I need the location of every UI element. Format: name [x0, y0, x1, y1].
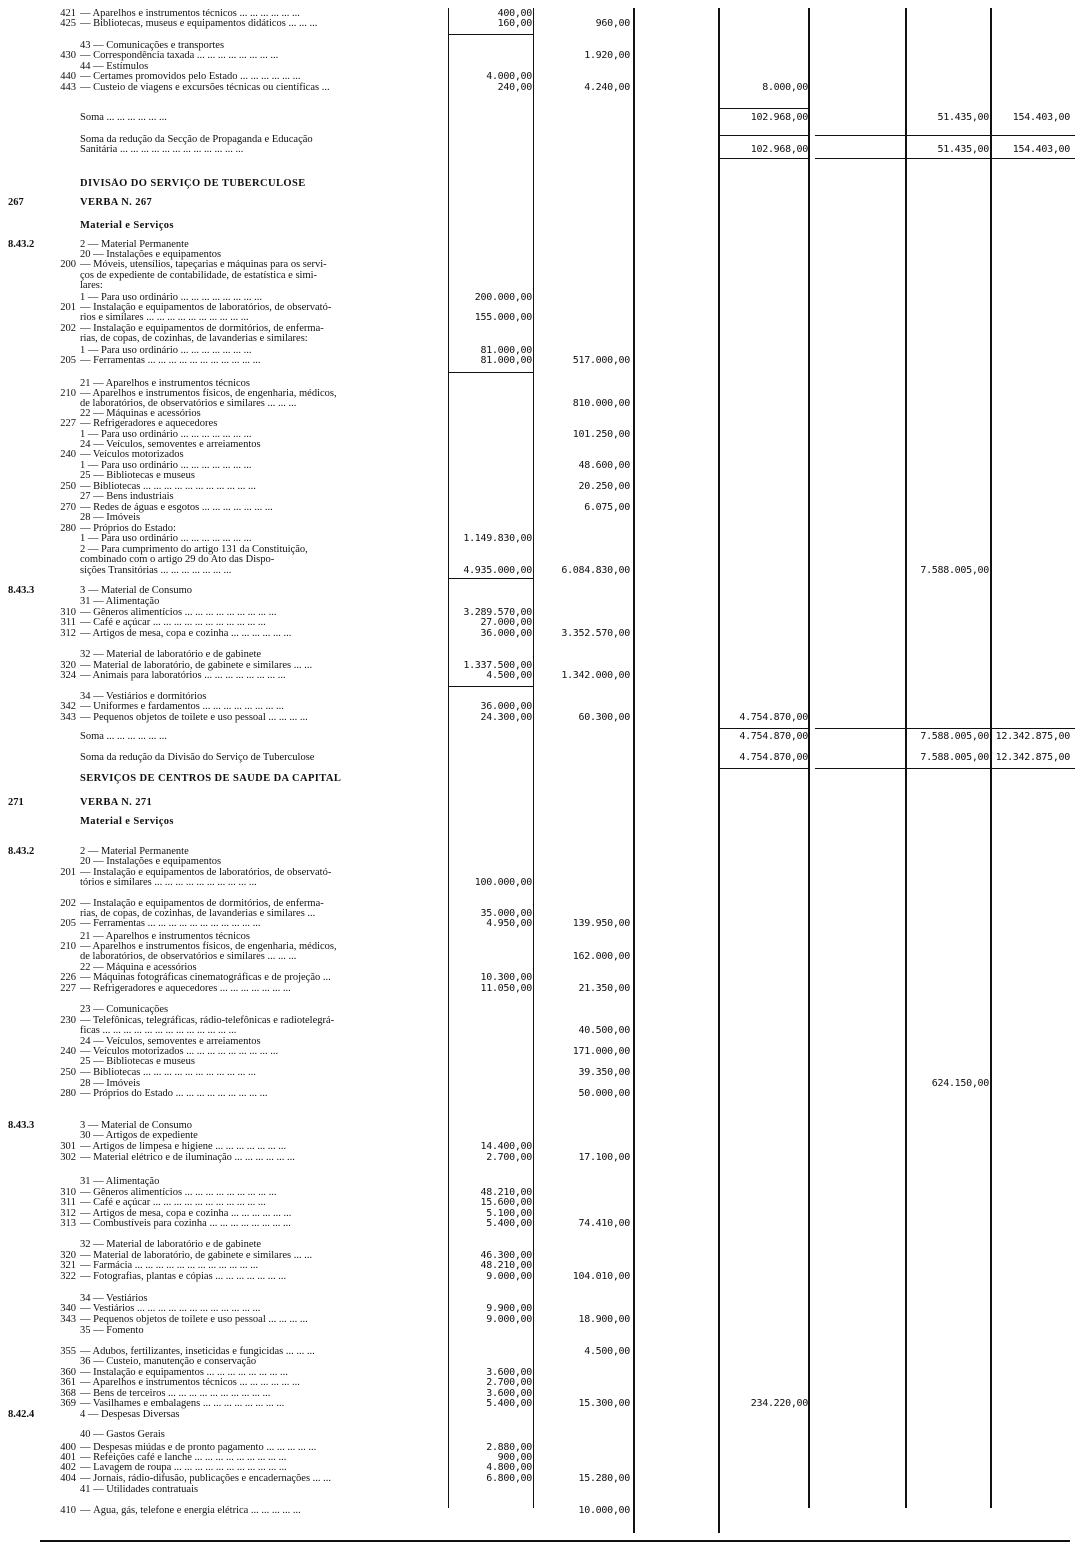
item-number: 404 — [60, 1473, 76, 1484]
item-description: 25 — Bibliotecas e museus — [80, 470, 195, 481]
item-description: Soma ... ... ... ... ... ... — [80, 731, 167, 742]
item-number: 440 — [60, 71, 76, 82]
item-description: — Uniformes e fardamentos ... ... ... ... ... ... ... ... — [80, 701, 284, 712]
item-description: 25 — Bibliotecas e museus — [80, 1056, 195, 1067]
item-description: — Jornais, rádio-difusão, publicações e encadernações ... ... — [80, 1473, 332, 1484]
item-description: 24 — Veículos, semoventes e arreiamentos — [80, 1036, 261, 1047]
item-description: lares: — [80, 280, 103, 291]
amount-v1: 2.700,00 — [486, 1152, 532, 1163]
item-description: 1 — Para uso ordinário ... ... ... ... ... ... ... — [80, 533, 252, 544]
item-description: 21 — Aparelhos e instrumentos técnicos — [80, 378, 251, 389]
item-description: 2 — Para cumprimento do artigo 131 da Constituição, — [80, 544, 308, 555]
amount-v4: 51.435,00 — [937, 144, 989, 155]
amount-v1: 5.100,00 — [486, 1208, 532, 1219]
section-code: 8.43.2 — [8, 239, 35, 250]
item-number: 250 — [60, 1067, 76, 1078]
amount-v1: 9.000,00 — [486, 1271, 532, 1282]
amount-v2: 21.350,00 — [578, 983, 630, 994]
item-number: 324 — [60, 670, 76, 681]
item-description: 1 — Para uso ordinário ... ... ... ... ... ... ... — [80, 429, 252, 440]
item-description: — Pequenos objetos de toilete e uso pessoal ... ... ... ... — [80, 712, 308, 723]
amount-v2: 50.000,00 — [578, 1088, 630, 1099]
item-number: 312 — [60, 1208, 76, 1219]
item-description: — Café e açúcar ... ... ... ... ... ... ... ... ... ... ... — [80, 1197, 266, 1208]
item-description: — Ferramentas ... ... ... ... ... ... ... ... ... ... ... — [80, 918, 261, 929]
amount-v2: 17.100,00 — [578, 1152, 630, 1163]
item-description: 35 — Fomento — [80, 1325, 144, 1336]
amount-v1: 4.500,00 — [486, 670, 532, 681]
column-rule — [718, 8, 720, 1533]
amount-v2: 40.500,00 — [578, 1025, 630, 1036]
item-description: 34 — Vestiários — [80, 1293, 148, 1304]
amount-v4: 7.588.005,00 — [920, 565, 989, 576]
item-description: — Refrigeradores e aquecedores ... ... ... ... ... ... ... — [80, 983, 291, 994]
amount-v2: 39.350,00 — [578, 1067, 630, 1078]
amount-v1: 4.800,00 — [486, 1462, 532, 1473]
amount-v3: 8.000,00 — [762, 82, 808, 93]
amount-v5: 154.403,00 — [1012, 144, 1070, 155]
item-description: — Gêneros alimentícios ... ... ... ... ... ... ... ... ... — [80, 1187, 277, 1198]
item-number: 401 — [60, 1452, 76, 1463]
item-number: 230 — [60, 1015, 76, 1026]
amount-v1: 200.000,00 — [474, 292, 532, 303]
item-description: — Telefônicas, telegráficas, rádio-telefônicas e radiotelegrá- — [80, 1015, 335, 1026]
amount-v2: 15.280,00 — [578, 1473, 630, 1484]
item-number: 312 — [60, 628, 76, 639]
item-description: 34 — Vestiários e dormitórios — [80, 691, 207, 702]
item-description: tórios e similares ... ... ... ... ... ... ... ... ... ... — [80, 877, 257, 888]
amount-v1: 155.000,00 — [474, 312, 532, 323]
amount-v1: 36.000,00 — [480, 701, 532, 712]
item-description: — Bibliotecas ... ... ... ... ... ... ... ... ... ... ... — [80, 481, 256, 492]
item-number: 201 — [60, 867, 76, 878]
item-description: — Aparelhos e instrumentos técnicos ... ... ... ... ... ... — [80, 1377, 300, 1388]
item-number: 400 — [60, 1442, 76, 1453]
amount-v1: 9.900,00 — [486, 1303, 532, 1314]
total-rule — [448, 34, 534, 35]
amount-v1: 11.050,00 — [480, 983, 532, 994]
item-number: 270 — [60, 502, 76, 513]
item-description: 28 — Imóveis — [80, 1078, 141, 1089]
item-description: 20 — Instalações e equipamentos — [80, 856, 222, 867]
item-description: — Água, gás, telefone e energia elétrica ... ... ... ... ... — [80, 1505, 301, 1516]
amount-v1: 400,00 — [497, 8, 532, 19]
item-description: — Bibliotecas, museus e equipamentos didáticos ... ... ... — [80, 18, 318, 29]
item-description: VERBA N. 267 — [80, 197, 153, 208]
item-description: — Aparelhos e instrumentos técnicos ... ... ... ... ... ... — [80, 8, 300, 19]
amount-v2: 104.010,00 — [572, 1271, 630, 1282]
item-number: 280 — [60, 1088, 76, 1099]
amount-v1: 3.600,00 — [486, 1388, 532, 1399]
item-description: rias, de copas, de cozinhas, de lavanderias e similares ... — [80, 908, 316, 919]
amount-v1: 3.600,00 — [486, 1367, 532, 1378]
item-number: 311 — [60, 1197, 76, 1208]
item-description: — Aparelhos e instrumentos físicos, de engenharia, médicos, — [80, 941, 337, 952]
item-description: — Instalação e equipamentos de dormitórios, de enferma- — [80, 323, 324, 334]
item-description: — Lavagem de roupa ... ... ... ... ... ... ... ... ... ... ... — [80, 1462, 287, 1473]
item-description: de laboratórios, de observatórios e similares ... ... ... — [80, 398, 297, 409]
item-description: — Aparelhos e instrumentos físicos, de engenharia, médicos, — [80, 388, 337, 399]
item-description: — Instalação e equipamentos de laboratórios, de observató- — [80, 867, 332, 878]
total-rule — [815, 158, 1075, 159]
amount-v1: 48.210,00 — [480, 1187, 532, 1198]
item-number: 321 — [60, 1260, 76, 1271]
item-description: — Bibliotecas ... ... ... ... ... ... ... ... ... ... ... — [80, 1067, 256, 1078]
item-description: 44 — Estímulos — [80, 61, 149, 72]
item-description: 1 — Para uso ordinário ... ... ... ... ... ... ... ... — [80, 292, 262, 303]
item-description: 36 — Custeio, manutenção e conservação — [80, 1356, 257, 1367]
item-description: — Próprios do Estado ... ... ... ... ... ... ... ... ... — [80, 1088, 268, 1099]
item-description: sições Transitórias ... ... ... ... ... ... ... — [80, 565, 232, 576]
total-rule — [720, 108, 810, 109]
amount-v1: 240,00 — [497, 82, 532, 93]
item-description: — Material de laboratório, de gabinete e similares ... ... — [80, 660, 313, 671]
amount-v5: 154.403,00 — [1012, 112, 1070, 123]
amount-v1: 24.300,00 — [480, 712, 532, 723]
item-description: 4 — Despesas Diversas — [80, 1409, 180, 1420]
item-description: 23 — Comunicações — [80, 1004, 169, 1015]
item-number: 205 — [60, 918, 76, 929]
item-number: 410 — [60, 1505, 76, 1516]
amount-v1: 4.950,00 — [486, 918, 532, 929]
column-rule — [533, 8, 534, 1508]
item-description: — Refrigeradores e aquecedores — [80, 418, 218, 429]
amount-v3: 4.754.870,00 — [739, 731, 808, 742]
item-description: — Veículos motorizados ... ... ... ... ... ... ... ... ... — [80, 1046, 279, 1057]
amount-v1: 160,00 — [497, 18, 532, 29]
item-number: 310 — [60, 607, 76, 618]
item-number: 369 — [60, 1398, 76, 1409]
total-rule — [720, 158, 810, 159]
amount-v2: 171.000,00 — [572, 1046, 630, 1057]
item-description: — Pequenos objetos de toilete e uso pessoal ... ... ... ... — [80, 1314, 308, 1325]
amount-v1: 10.300,00 — [480, 972, 532, 983]
total-rule — [448, 372, 534, 373]
amount-v4: 7.588.005,00 — [920, 731, 989, 742]
amount-v5: 12.342.875,00 — [995, 752, 1070, 763]
item-description: 1 — Para uso ordinário ... ... ... ... ... ... ... — [80, 460, 252, 471]
amount-v3: 102.968,00 — [750, 144, 808, 155]
item-description: 28 — Imóveis — [80, 512, 141, 523]
item-description: — Adubos, fertilizantes, inseticidas e fungicidas ... ... ... — [80, 1346, 315, 1357]
amount-v2: 6.084.830,00 — [561, 565, 630, 576]
item-description: rios e similares ... ... ... ... ... ... ... ... ... ... — [80, 312, 249, 323]
item-number: 360 — [60, 1367, 76, 1378]
column-rule — [633, 8, 635, 1533]
item-description: — Gêneros alimentícios ... ... ... ... ... ... ... ... ... — [80, 607, 277, 618]
item-description: Soma ... ... ... ... ... ... — [80, 112, 167, 123]
section-code: 8.43.3 — [8, 585, 35, 596]
item-description: 32 — Material de laboratório e de gabinete — [80, 1239, 262, 1250]
item-description: — Ferramentas ... ... ... ... ... ... ... ... ... ... ... — [80, 355, 261, 366]
item-description: VERBA N. 271 — [80, 797, 153, 808]
item-number: 302 — [60, 1152, 76, 1163]
item-description: 32 — Material de laboratório e de gabinete — [80, 649, 262, 660]
item-number: 205 — [60, 355, 76, 366]
item-description: Soma da redução da Divisão do Serviço de Tuberculose — [80, 752, 315, 763]
amount-v2: 517.000,00 — [572, 355, 630, 366]
item-description: — Bens de terceiros ... ... ... ... ... ... ... ... ... ... — [80, 1388, 271, 1399]
section-code: 8.42.4 — [8, 1409, 35, 1420]
total-rule — [448, 578, 534, 579]
item-description: — Café e açúcar ... ... ... ... ... ... ... ... ... ... ... — [80, 617, 266, 628]
item-description: — Vasilhames e embalagens ... ... ... ... ... ... ... ... — [80, 1398, 285, 1409]
item-number: 320 — [60, 660, 76, 671]
item-number: 250 — [60, 481, 76, 492]
amount-v1: 3.289.570,00 — [463, 607, 532, 618]
item-number: 342 — [60, 701, 76, 712]
amount-v1: 5.400,00 — [486, 1398, 532, 1409]
item-description: Material e Serviços — [80, 816, 174, 827]
item-number: 226 — [60, 972, 76, 983]
amount-v3: 102.968,00 — [750, 112, 808, 123]
amount-v1: 14.400,00 — [480, 1141, 532, 1152]
amount-v2: 20.250,00 — [578, 481, 630, 492]
column-rule — [808, 8, 810, 1508]
item-description: — Material de laboratório, de gabinete e similares ... ... — [80, 1250, 313, 1261]
item-description: 24 — Veículos, semoventes e arreiamentos — [80, 439, 261, 450]
item-description: — Correspondência taxada ... ... ... ... ... ... ... ... — [80, 50, 279, 61]
item-number: 361 — [60, 1377, 76, 1388]
amount-v2: 139.950,00 — [572, 918, 630, 929]
total-rule — [448, 686, 534, 687]
item-description: — Refeições café e lanche ... ... ... ... ... ... ... ... ... — [80, 1452, 287, 1463]
item-description: 3 — Material de Consumo — [80, 1120, 192, 1131]
item-description: — Certames promovidos pelo Estado ... ... ... ... ... ... — [80, 71, 301, 82]
item-description: 27 — Bens industriais — [80, 491, 174, 502]
bottom-rule — [40, 1540, 1070, 1542]
amount-v2: 4.240,00 — [584, 82, 630, 93]
amount-v1: 48.210,00 — [480, 1260, 532, 1271]
item-description: 20 — Instalações e equipamentos — [80, 249, 222, 260]
item-number: 421 — [60, 8, 76, 19]
item-description: 31 — Alimentação — [80, 1176, 160, 1187]
item-number: 425 — [60, 18, 76, 29]
item-description: — Instalação e equipamentos de dormitórios, de enferma- — [80, 898, 324, 909]
item-description: 21 — Aparelhos e instrumentos técnicos — [80, 931, 251, 942]
item-number: 210 — [60, 941, 76, 952]
item-description: DIVISÃO DO SERVIÇO DE TUBERCULOSE — [80, 178, 306, 189]
item-number: 343 — [60, 1314, 76, 1325]
item-description: ficas ... ... ... ... ... ... ... ... ... ... ... ... ... — [80, 1025, 237, 1036]
item-number: 202 — [60, 323, 76, 334]
item-description: 43 — Comunicações e transportes — [80, 40, 225, 51]
total-rule — [720, 768, 810, 769]
item-description: 40 — Gastos Gerais — [80, 1429, 165, 1440]
amount-v2: 4.500,00 — [584, 1346, 630, 1357]
amount-v2: 15.300,00 — [578, 1398, 630, 1409]
item-number: 322 — [60, 1271, 76, 1282]
amount-v3: 4.754.870,00 — [739, 712, 808, 723]
item-description: — Artigos de mesa, copa e cozinha ... ... ... ... ... ... — [80, 628, 292, 639]
item-description: — Máquinas fotográficas cinematográficas e de projeção ... — [80, 972, 331, 983]
amount-v4: 7.588.005,00 — [920, 752, 989, 763]
item-description: 31 — Alimentação — [80, 596, 160, 607]
item-description: — Instalação e equipamentos ... ... ... ... ... ... ... ... — [80, 1367, 288, 1378]
amount-v1: 1.149.830,00 — [463, 533, 532, 544]
amount-v2: 18.900,00 — [578, 1314, 630, 1325]
item-number: 210 — [60, 388, 76, 399]
amount-v1: 81.000,00 — [480, 345, 532, 356]
amount-v1: 6.800,00 — [486, 1473, 532, 1484]
amount-v1: 4.935.000,00 — [463, 565, 532, 576]
item-number: 368 — [60, 1388, 76, 1399]
amount-v3: 4.754.870,00 — [739, 752, 808, 763]
amount-v2: 74.410,00 — [578, 1218, 630, 1229]
item-description: — Despesas miúdas e de pronto pagamento ... ... ... ... ... — [80, 1442, 317, 1453]
item-description: 30 — Artigos de expediente — [80, 1130, 198, 1141]
item-description: 22 — Máquina e acessórios — [80, 962, 197, 973]
item-description: 22 — Máquinas e acessórios — [80, 408, 201, 419]
item-number: 200 — [60, 259, 76, 270]
item-description: Soma da redução da Secção de Propaganda e Educação — [80, 134, 313, 145]
item-description: 3 — Material de Consumo — [80, 585, 192, 596]
item-number: 227 — [60, 418, 76, 429]
total-rule — [815, 768, 1075, 769]
amount-v1: 81.000,00 — [480, 355, 532, 366]
amount-v2: 3.352.570,00 — [561, 628, 630, 639]
item-description: — Combustíveis para cozinha ... ... ... ... ... ... ... ... — [80, 1218, 291, 1229]
amount-v4: 51.435,00 — [937, 112, 989, 123]
item-number: 227 — [60, 983, 76, 994]
total-rule — [720, 135, 810, 136]
item-number: 343 — [60, 712, 76, 723]
amount-v2: 960,00 — [595, 18, 630, 29]
item-description: 1 — Para uso ordinário ... ... ... ... ... ... ... — [80, 345, 252, 356]
item-description: — Artigos de mesa, copa e cozinha ... ... ... ... ... ... — [80, 1208, 292, 1219]
item-number: 202 — [60, 898, 76, 909]
item-number: 240 — [60, 1046, 76, 1057]
amount-v1: 4.000,00 — [486, 71, 532, 82]
amount-v1: 900,00 — [497, 1452, 532, 1463]
item-number: 320 — [60, 1250, 76, 1261]
item-description: 41 — Utilidades contratuais — [80, 1484, 199, 1495]
amount-v2: 60.300,00 — [578, 712, 630, 723]
item-number: 280 — [60, 523, 76, 534]
item-description: — Vestiários ... ... ... ... ... ... ... ... ... ... ... ... — [80, 1303, 261, 1314]
item-description: — Próprios do Estado: — [80, 523, 176, 534]
item-number: 240 — [60, 449, 76, 460]
section-code: 8.43.2 — [8, 846, 35, 857]
item-number: 443 — [60, 82, 76, 93]
item-description: ços de expediente de contabilidade, de estatística e simi- — [80, 270, 318, 281]
amount-v1: 27.000,00 — [480, 617, 532, 628]
amount-v1: 36.000,00 — [480, 628, 532, 639]
item-description: — Instalação e equipamentos de laboratórios, de observató- — [80, 302, 332, 313]
amount-v1: 46.300,00 — [480, 1250, 532, 1261]
item-number: 201 — [60, 302, 76, 313]
item-description: — Veículos motorizados — [80, 449, 184, 460]
amount-v1: 2.700,00 — [486, 1377, 532, 1388]
item-description: Material e Serviços — [80, 220, 174, 231]
item-description: — Farmácia ... ... ... ... ... ... ... ... ... ... ... ... — [80, 1260, 259, 1271]
item-description: rias, de copas, de cozinhas, de lavanderias e similares: — [80, 333, 308, 344]
amount-v3: 234.220,00 — [750, 1398, 808, 1409]
item-number: 340 — [60, 1303, 76, 1314]
item-description: — Material elétrico e de iluminação ... ... ... ... ... ... — [80, 1152, 295, 1163]
item-description: — Fotografias, plantas e cópias ... ... ... ... ... ... ... — [80, 1271, 287, 1282]
item-description: — Animais para laboratórios ... ... ... ... ... ... ... ... — [80, 670, 286, 681]
section-code: 8.43.3 — [8, 1120, 35, 1131]
item-description: — Artigos de limpesa e higiene ... ... ... ... ... ... ... — [80, 1141, 287, 1152]
item-description: de laboratórios, de observatórios e similares ... ... ... — [80, 951, 297, 962]
amount-v1: 9.000,00 — [486, 1314, 532, 1325]
item-description: 2 — Material Permanente — [80, 846, 189, 857]
total-rule — [815, 728, 1075, 729]
total-rule — [815, 135, 1075, 136]
item-number: 301 — [60, 1141, 76, 1152]
amount-v2: 48.600,00 — [578, 460, 630, 471]
amount-v1: 1.337.500,00 — [463, 660, 532, 671]
amount-v5: 12.342.875,00 — [995, 731, 1070, 742]
item-description: combinado com o artigo 29 do Ato das Dispo- — [80, 554, 275, 565]
amount-v1: 100.000,00 — [474, 877, 532, 888]
item-number: 430 — [60, 50, 76, 61]
total-rule — [720, 728, 810, 729]
item-description: Sanitária ... ... ... ... ... ... ... ... ... ... ... ... — [80, 144, 244, 155]
item-number: 311 — [60, 617, 76, 628]
amount-v2: 101.250,00 — [572, 429, 630, 440]
item-description: — Móveis, utensílios, tapeçarias e máquinas para os servi- — [80, 259, 327, 270]
amount-v2: 1.342.000,00 — [561, 670, 630, 681]
amount-v1: 15.600,00 — [480, 1197, 532, 1208]
item-description: — Redes de águas e esgotos ... ... ... ... ... ... ... — [80, 502, 273, 513]
section-code: 271 — [8, 797, 24, 808]
amount-v4: 624.150,00 — [931, 1078, 989, 1089]
item-description: — Custeio de viagens e excursões técnicas ou científicas ... — [80, 82, 330, 93]
amount-v1: 2.880,00 — [486, 1442, 532, 1453]
item-number: 355 — [60, 1346, 76, 1357]
section-code: 267 — [8, 197, 24, 208]
amount-v2: 10.000,00 — [578, 1505, 630, 1516]
item-number: 310 — [60, 1187, 76, 1198]
amount-v1: 5.400,00 — [486, 1218, 532, 1229]
amount-v2: 810.000,00 — [572, 398, 630, 409]
item-description: 2 — Material Permanente — [80, 239, 189, 250]
item-number: 313 — [60, 1218, 76, 1229]
amount-v2: 6.075,00 — [584, 502, 630, 513]
item-number: 402 — [60, 1462, 76, 1473]
amount-v1: 35.000,00 — [480, 908, 532, 919]
item-description: SERVIÇOS DE CENTROS DE SAÚDE DA CAPITAL — [80, 773, 342, 784]
amount-v2: 1.920,00 — [584, 50, 630, 61]
amount-v2: 162.000,00 — [572, 951, 630, 962]
